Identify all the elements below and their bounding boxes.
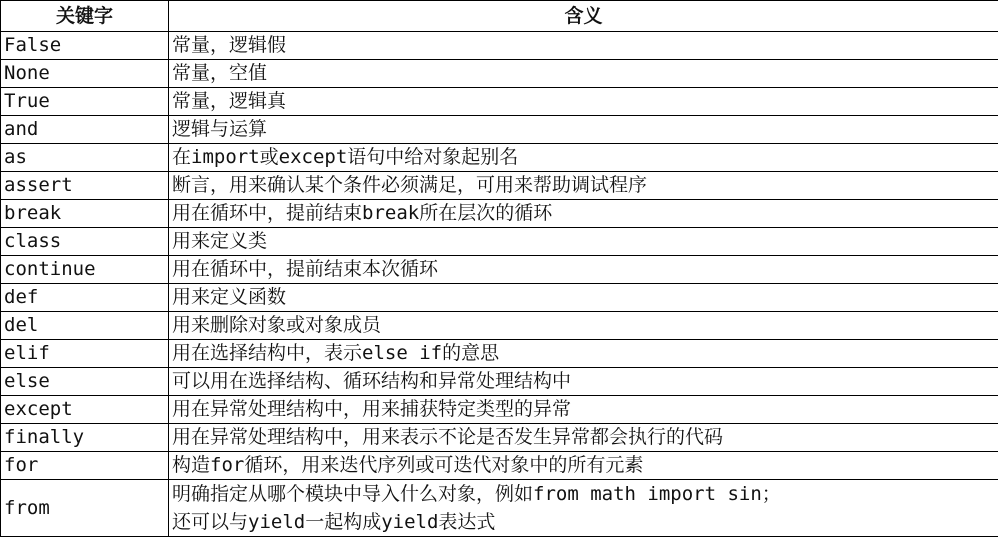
meaning-cell bbox=[169, 480, 998, 537]
keyword-cell: except bbox=[1, 396, 169, 424]
meaning-cell: 常量，逻辑真 bbox=[169, 88, 998, 116]
keyword-cell: and bbox=[1, 116, 169, 144]
keyword-cell: True bbox=[1, 88, 169, 116]
meaning-cell: 常量，逻辑假 bbox=[169, 32, 998, 60]
table-row bbox=[1, 200, 998, 228]
keyword-cell: None bbox=[1, 60, 169, 88]
meaning-cell: 用来删除对象或对象成员 bbox=[169, 312, 998, 340]
table-row bbox=[1, 396, 998, 424]
table-row bbox=[1, 312, 998, 340]
table-row bbox=[1, 116, 998, 144]
keyword-cell: elif bbox=[1, 340, 169, 368]
table-row bbox=[1, 60, 998, 88]
keyword-cell: from bbox=[1, 480, 169, 537]
table-row bbox=[1, 228, 998, 256]
keyword-cell: class bbox=[1, 228, 169, 256]
table-row bbox=[1, 256, 998, 284]
keyword-cell: False bbox=[1, 32, 169, 60]
table-row bbox=[1, 88, 998, 116]
table-row bbox=[1, 340, 998, 368]
meaning-cell: 构造for循环，用来迭代序列或可迭代对象中的所有元素 bbox=[169, 452, 998, 480]
table-row bbox=[1, 452, 998, 480]
meaning-line: 明确指定从哪个模块中导入什么对象，例如from math import sin； bbox=[172, 483, 781, 505]
table-row bbox=[1, 144, 998, 172]
meaning-cell: 用在选择结构中，表示else if的意思 bbox=[169, 340, 998, 368]
keyword-cell: finally bbox=[1, 424, 169, 452]
meaning-cell: 常量，空值 bbox=[169, 60, 998, 88]
table-row bbox=[1, 172, 998, 200]
meaning-cell: 用在异常处理结构中，用来表示不论是否发生异常都会执行的代码 bbox=[169, 424, 998, 452]
meaning-cell: 用在循环中，提前结束本次循环 bbox=[169, 256, 998, 284]
meaning-cell: 可以用在选择结构、循环结构和异常处理结构中 bbox=[169, 368, 998, 396]
table-row bbox=[1, 480, 998, 537]
keyword-cell: assert bbox=[1, 172, 169, 200]
table-row bbox=[1, 368, 998, 396]
meaning-line: 还可以与yield一起构成yield表达式 bbox=[172, 511, 496, 533]
keyword-cell: del bbox=[1, 312, 169, 340]
meaning-cell: 逻辑与运算 bbox=[169, 116, 998, 144]
keyword-cell: as bbox=[1, 144, 169, 172]
meaning-cell: 用来定义函数 bbox=[169, 284, 998, 312]
meaning-cell: 在import或except语句中给对象起别名 bbox=[169, 144, 998, 172]
meaning-cell: 用在异常处理结构中，用来捕获特定类型的异常 bbox=[169, 396, 998, 424]
table-row bbox=[1, 424, 998, 452]
keyword-cell: def bbox=[1, 284, 169, 312]
meaning-column-header: 含义 bbox=[169, 1, 998, 32]
meaning-cell: 断言，用来确认某个条件必须满足，可用来帮助调试程序 bbox=[169, 172, 998, 200]
keyword-column-header: 关键字 bbox=[1, 1, 169, 32]
keyword-cell: else bbox=[1, 368, 169, 396]
meaning-cell: 用在循环中，提前结束break所在层次的循环 bbox=[169, 200, 998, 228]
meaning-cell: 用来定义类 bbox=[169, 228, 998, 256]
table-row bbox=[1, 284, 998, 312]
table-row bbox=[1, 32, 998, 60]
keyword-cell: for bbox=[1, 452, 169, 480]
header-row bbox=[1, 1, 998, 32]
keyword-cell: continue bbox=[1, 256, 169, 284]
keyword-cell: break bbox=[1, 200, 169, 228]
